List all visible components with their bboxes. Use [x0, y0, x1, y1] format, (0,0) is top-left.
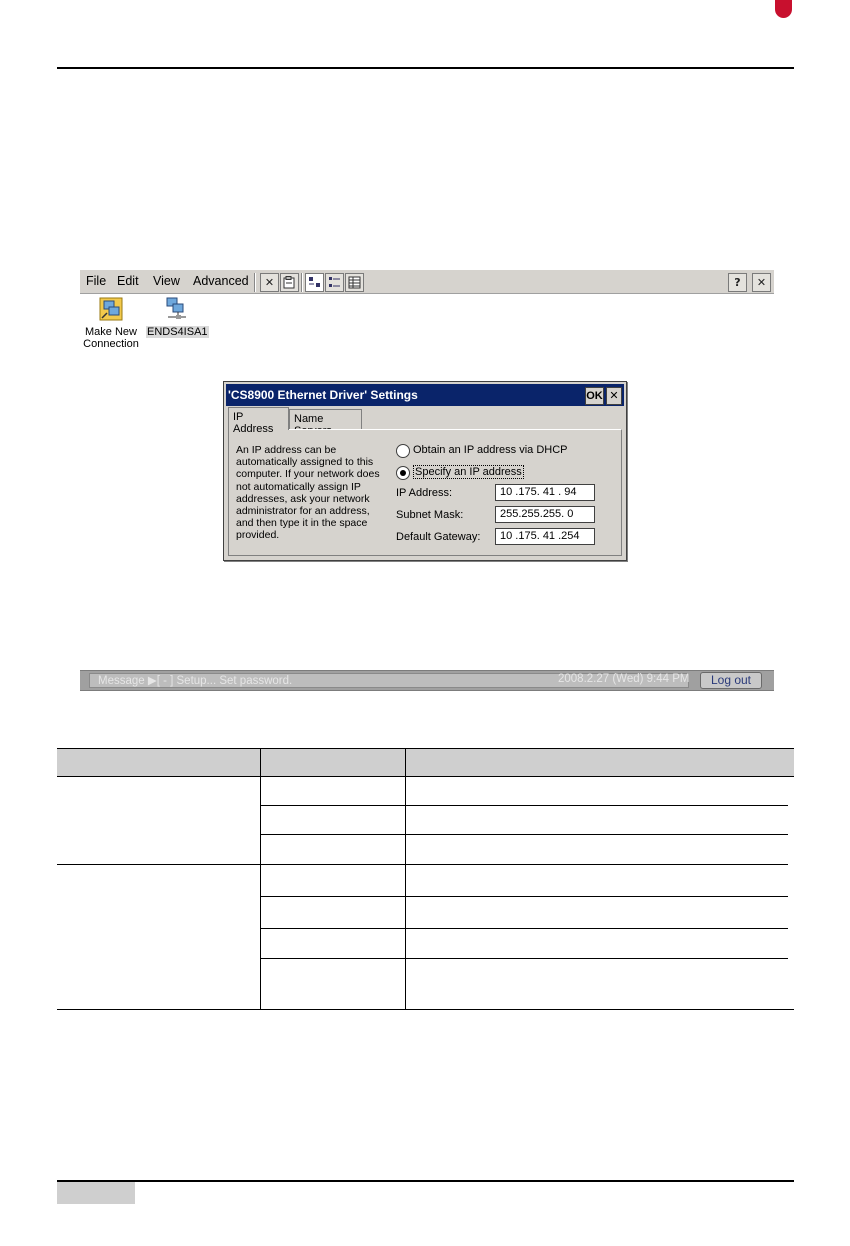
default-gateway-field[interactable]: 10 .175. 41 .254 [495, 528, 595, 545]
logout-button[interactable]: Log out [700, 672, 762, 689]
menu-bar [80, 270, 774, 294]
network-adapter-item[interactable] [146, 296, 206, 338]
subnet-mask-label: Subnet Mask: [396, 509, 464, 521]
group-divider [57, 864, 788, 865]
toolbar-separator [254, 273, 256, 292]
column-divider [260, 748, 261, 1010]
page-number-tab [57, 1182, 135, 1204]
delete-icon[interactable]: ✕ [260, 273, 279, 292]
row-divider [260, 834, 788, 835]
status-datetime: 2008.2.27 (Wed) 9:44 PM [558, 673, 690, 685]
menu-file[interactable]: File [86, 274, 107, 288]
ok-button[interactable]: OK [585, 387, 604, 405]
dhcp-radio-label[interactable]: Obtain an IP address via DHCP [413, 444, 568, 456]
specify-ip-radio[interactable] [396, 466, 410, 480]
dhcp-radio[interactable] [396, 444, 410, 458]
subnet-mask-field[interactable]: 255.255.255. 0 [495, 506, 595, 523]
icon-label: ENDS4ISA1 [147, 326, 208, 338]
corner-bookmark [775, 0, 792, 18]
specify-ip-radio-label[interactable]: Specify an IP address [415, 466, 522, 478]
icon-label: Connection [83, 338, 139, 350]
table-bottom-rule [57, 1009, 794, 1010]
column-divider [405, 748, 406, 1010]
footer-rule [57, 1180, 794, 1182]
toolbar-separator [301, 273, 303, 292]
row-divider [260, 928, 788, 929]
settings-table [57, 748, 794, 1010]
row-divider [260, 805, 788, 806]
table-header [57, 748, 794, 777]
dialog-title: 'CS8900 Ethernet Driver' Settings [228, 388, 418, 402]
menu-edit[interactable]: Edit [117, 274, 139, 288]
header-rule [57, 67, 794, 69]
close-button[interactable]: ✕ [752, 273, 771, 292]
make-new-connection-item[interactable] [80, 296, 142, 350]
status-bar [80, 670, 774, 691]
icon-label: Make New [85, 326, 137, 338]
row-divider [260, 896, 788, 897]
ip-address-field[interactable]: 10 .175. 41 . 94 [495, 484, 595, 501]
tab-name-servers[interactable]: Name [289, 409, 362, 429]
menu-advanced[interactable]: Advanced [193, 274, 249, 288]
settings-dialog [223, 381, 627, 561]
new-connection-icon [98, 296, 124, 322]
details-view-icon[interactable] [345, 273, 364, 292]
row-divider [260, 958, 788, 959]
default-gateway-label: Default Gateway: [396, 531, 481, 543]
dialog-close-button[interactable]: ✕ [606, 387, 622, 405]
network-adapter-icon [163, 296, 189, 322]
dialog-title-bar [226, 384, 624, 406]
ip-address-label: IP Address: [396, 487, 453, 499]
radio-selected-dot [400, 470, 406, 476]
small-icons-view-icon[interactable] [325, 273, 344, 292]
tab-ip-address[interactable]: IP Address [228, 407, 289, 430]
ip-description-text: An IP address can be automatically assigned to this computer. If your network does not automatically assign IP addresses, ask your network administrator for an address, and then type it in the space provided. [236, 444, 380, 542]
large-icons-view-icon[interactable] [305, 273, 324, 292]
properties-icon[interactable] [280, 273, 299, 292]
menu-view[interactable]: View [153, 274, 180, 288]
explorer-window [80, 270, 774, 354]
help-button[interactable]: ? [728, 273, 747, 292]
status-message: Message ▶[ - ] Setup... Set password. [98, 675, 293, 687]
